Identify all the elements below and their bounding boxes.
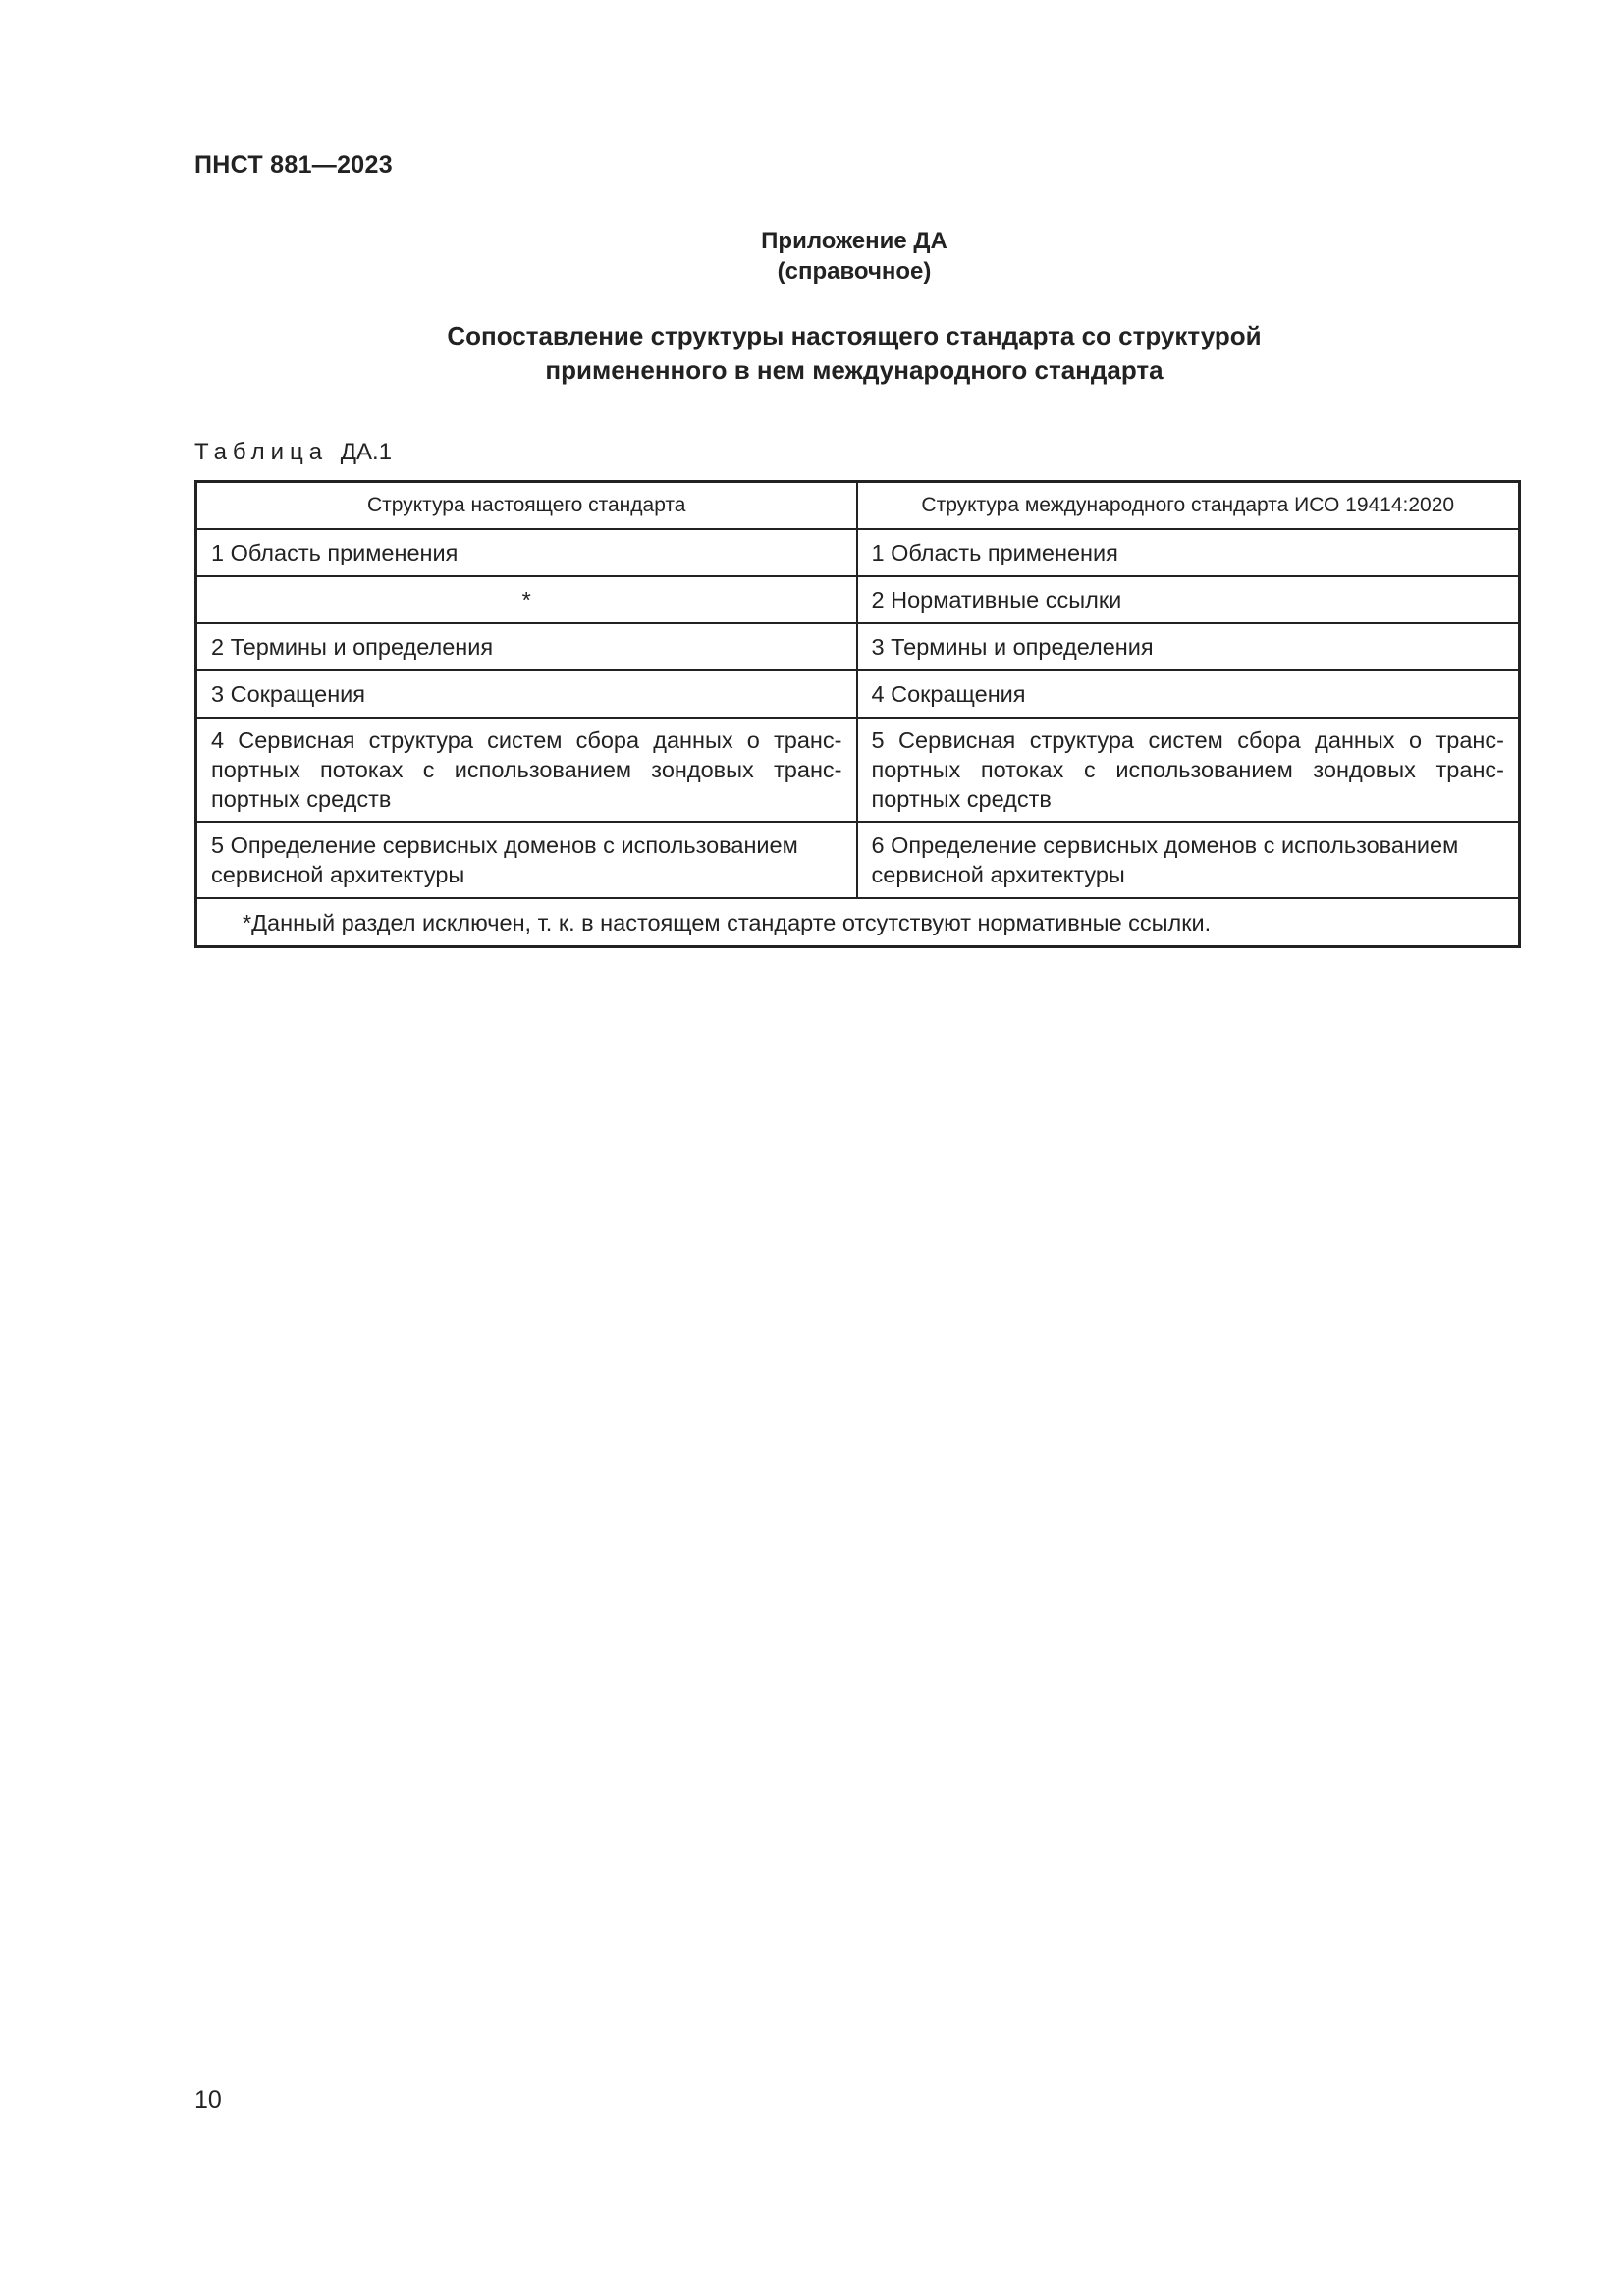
appendix-type: (справочное): [777, 258, 932, 285]
document-code: ПНСТ 881—2023: [194, 151, 393, 179]
table-caption-word: Таблица: [194, 439, 329, 465]
table-cell-international: 2 Нормативные ссылки: [857, 576, 1520, 623]
table-cell-national: 2 Термины и определения: [196, 623, 857, 670]
table-row: [196, 529, 1520, 576]
appendix-heading-line-1: Сопоставление структуры настоящего стандарта со структурой: [447, 321, 1262, 350]
table-cell-national: *: [196, 576, 857, 623]
table-caption-number: ДА.1: [340, 439, 393, 465]
table-row: [196, 670, 1520, 718]
table-footnote-row: [196, 898, 1520, 947]
table-caption: [194, 439, 392, 466]
table-cell-international: 3 Термины и определения: [857, 623, 1520, 670]
column-header-international: Структура международного стандарта ИСО 19414:2020: [857, 482, 1520, 530]
table-header-row: [196, 482, 1520, 530]
table-row: [196, 718, 1520, 822]
table-cell-international: 5 Сервисная структура систем сбора данных о транс-портных потоках с использованием зондовых транс-портных средств: [857, 718, 1520, 822]
structure-comparison-table: [194, 480, 1521, 948]
appendix-heading-line-2: примененного в нем международного стандарта: [545, 355, 1164, 385]
table-row: [196, 822, 1520, 898]
table-cell-international: 4 Сокращения: [857, 670, 1520, 718]
table-cell-international: 6 Определение сервисных доменов с использованием сервисной архитектуры: [857, 822, 1520, 898]
table-cell-international: 1 Область применения: [857, 529, 1520, 576]
column-header-national: Структура настоящего стандарта: [196, 482, 857, 530]
table-row: [196, 576, 1520, 623]
page-number: 10: [194, 2086, 222, 2113]
table-cell-national: 3 Сокращения: [196, 670, 857, 718]
table-footnote: *Данный раздел исключен, т. к. в настоящем стандарте отсутствуют нормативные ссылки.: [196, 898, 1520, 947]
table-row: [196, 623, 1520, 670]
table-cell-national: 1 Область применения: [196, 529, 857, 576]
table-cell-national: 5 Определение сервисных доменов с использованием сервисной архитектуры: [196, 822, 857, 898]
appendix-title: Приложение ДА: [761, 228, 947, 254]
table-cell-national: 4 Сервисная структура систем сбора данных о транс-портных потоках с использованием зондовых транс-портных средств: [196, 718, 857, 822]
